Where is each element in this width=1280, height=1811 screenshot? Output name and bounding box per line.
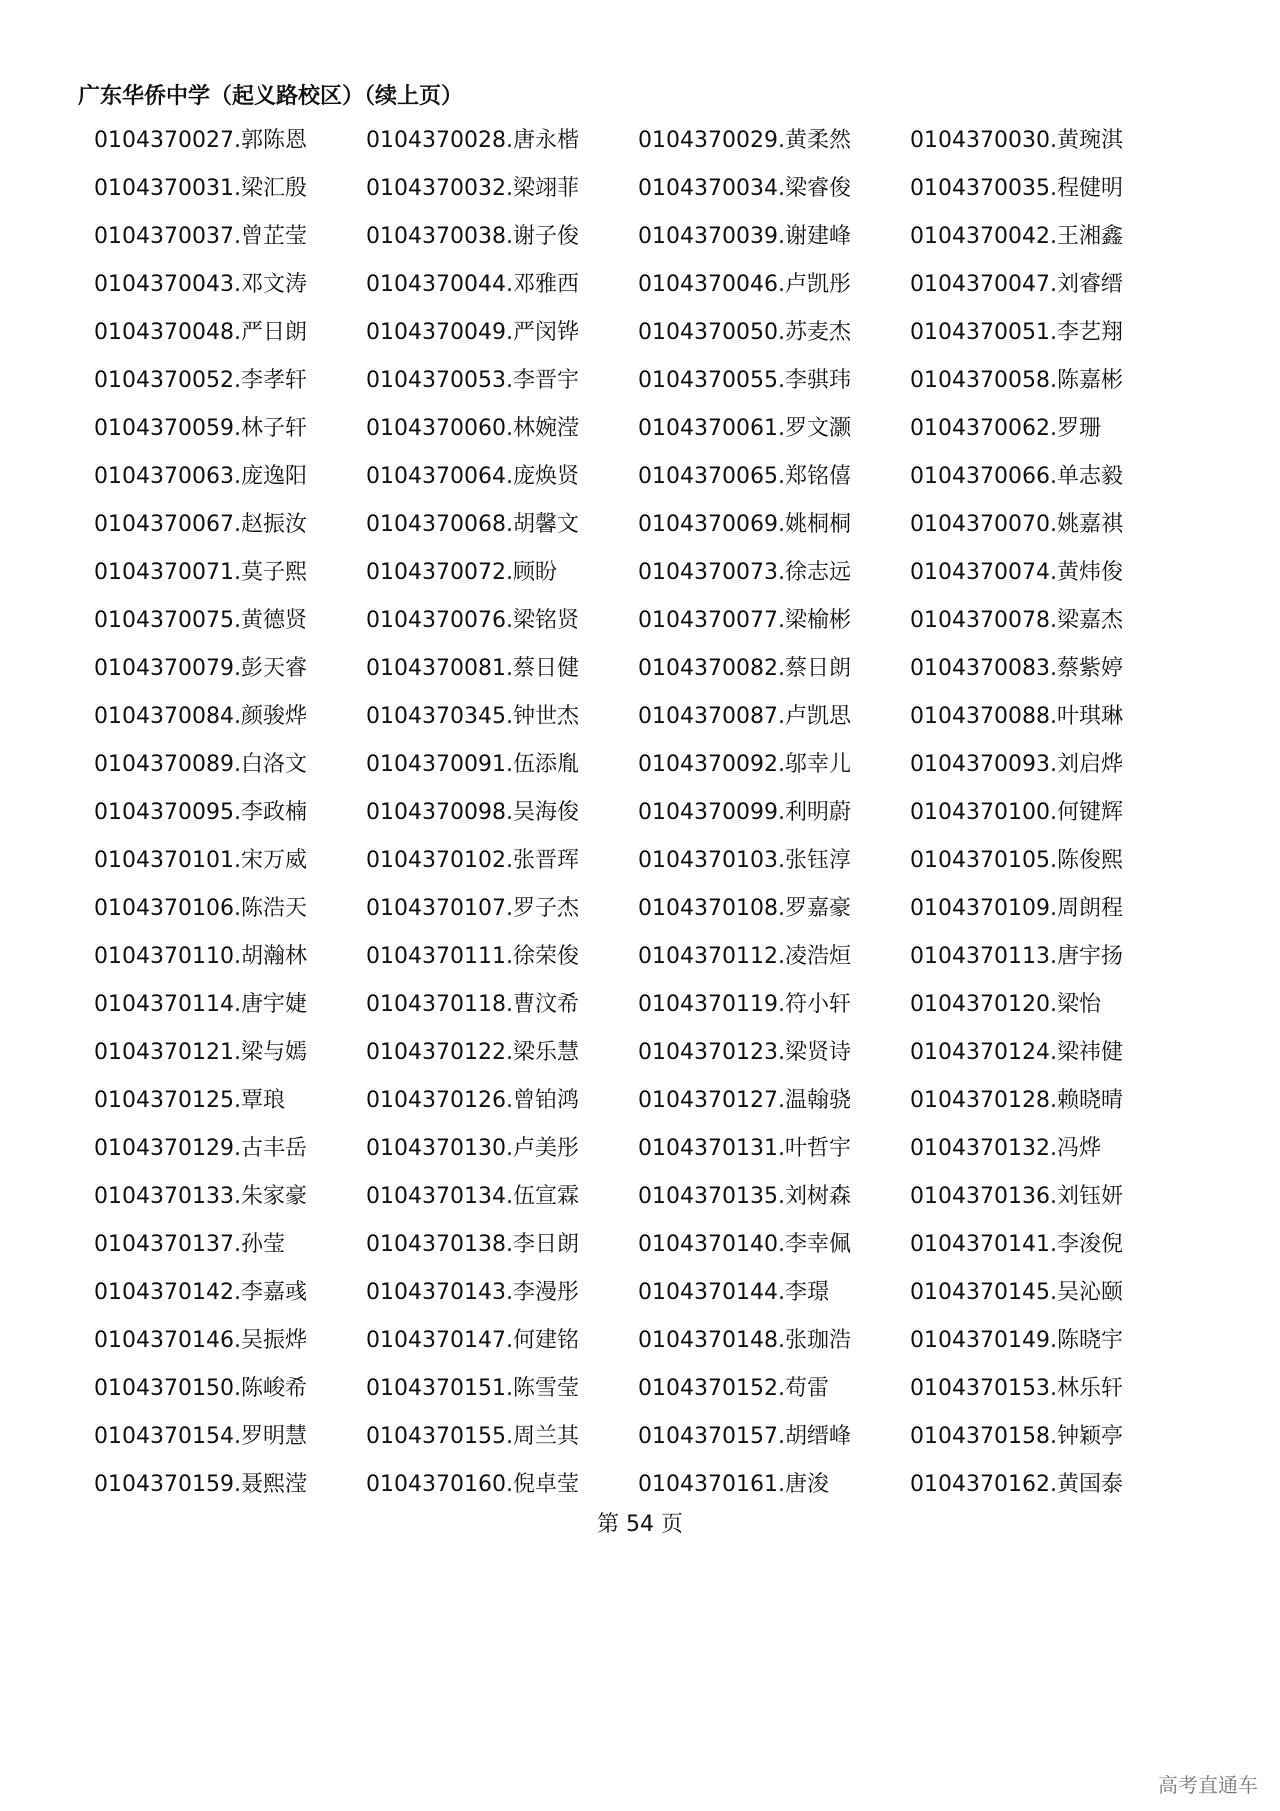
list-item: 0104370063.庞逸阳 [94, 464, 307, 489]
page-title: 广东华侨中学（起义路校区）（续上页） [78, 84, 464, 109]
list-item: 0104370142.李嘉彧 [94, 1280, 307, 1305]
list-item: 0104370071.莫子熙 [94, 560, 307, 585]
list-item: 0104370125.覃琅 [94, 1088, 285, 1113]
list-item: 0104370126.曾铂鸿 [366, 1088, 579, 1113]
list-item: 0104370136.刘钰妍 [910, 1184, 1123, 1209]
list-item: 0104370037.曾芷莹 [94, 224, 307, 249]
list-item: 0104370154.罗明慧 [94, 1424, 307, 1449]
list-item: 0104370133.朱家豪 [94, 1184, 307, 1209]
list-item: 0104370032.梁翊菲 [366, 176, 579, 201]
list-item: 0104370130.卢美彤 [366, 1136, 579, 1161]
list-item: 0104370044.邓雅西 [366, 272, 579, 297]
list-item: 0104370155.周兰其 [366, 1424, 579, 1449]
list-item: 0104370075.黄德贤 [94, 608, 307, 633]
list-item: 0104370132.冯烨 [910, 1136, 1101, 1161]
watermark-text: 高考直通车 [1158, 1773, 1258, 1797]
list-item: 0104370150.陈峻希 [94, 1376, 307, 1401]
list-item: 0104370118.曹汶希 [366, 992, 579, 1017]
list-item: 0104370102.张晋珲 [366, 848, 579, 873]
list-item: 0104370153.林乐轩 [910, 1376, 1123, 1401]
list-item: 0104370076.梁铭贤 [366, 608, 579, 633]
list-item: 0104370055.李骐玮 [638, 368, 851, 393]
list-item: 0104370082.蔡日朗 [638, 656, 851, 681]
list-item: 0104370138.李日朗 [366, 1232, 579, 1257]
list-item: 0104370113.唐宇扬 [910, 944, 1123, 969]
list-item: 0104370345.钟世杰 [366, 704, 579, 729]
list-item: 0104370161.唐浚 [638, 1472, 829, 1497]
list-item: 0104370127.温翰骁 [638, 1088, 851, 1113]
list-item: 0104370065.郑铭僖 [638, 464, 851, 489]
list-item: 0104370109.周朗程 [910, 896, 1123, 921]
list-item: 0104370123.梁贤诗 [638, 1040, 851, 1065]
list-item: 0104370112.凌浩烜 [638, 944, 851, 969]
list-item: 0104370043.邓文涛 [94, 272, 307, 297]
list-item: 0104370039.谢建峰 [638, 224, 851, 249]
list-item: 0104370034.梁睿俊 [638, 176, 851, 201]
list-item: 0104370028.唐永楷 [366, 128, 579, 153]
list-item: 0104370077.梁榆彬 [638, 608, 851, 633]
list-item: 0104370128.赖晓晴 [910, 1088, 1123, 1113]
list-item: 0104370140.李幸佩 [638, 1232, 851, 1257]
list-item: 0104370050.苏麦杰 [638, 320, 851, 345]
list-item: 0104370145.吴沁颐 [910, 1280, 1123, 1305]
list-item: 0104370157.胡缙峰 [638, 1424, 851, 1449]
list-item: 0104370107.罗子杰 [366, 896, 579, 921]
list-item: 0104370141.李浚倪 [910, 1232, 1123, 1257]
list-item: 0104370067.赵振汝 [94, 512, 307, 537]
list-item: 0104370064.庞焕贤 [366, 464, 579, 489]
list-item: 0104370047.刘睿缙 [910, 272, 1123, 297]
list-item: 0104370095.李政楠 [94, 800, 307, 825]
list-item: 0104370087.卢凯思 [638, 704, 851, 729]
list-item: 0104370066.单志毅 [910, 464, 1123, 489]
list-item: 0104370098.吴海俊 [366, 800, 579, 825]
list-item: 0104370151.陈雪莹 [366, 1376, 579, 1401]
list-item: 0104370070.姚嘉祺 [910, 512, 1123, 537]
list-item: 0104370035.程健明 [910, 176, 1123, 201]
list-item: 0104370129.古丰岳 [94, 1136, 307, 1161]
list-item: 0104370121.梁与嫣 [94, 1040, 307, 1065]
list-item: 0104370119.符小轩 [638, 992, 851, 1017]
list-item: 0104370068.胡馨文 [366, 512, 579, 537]
list-item: 0104370092.邬幸儿 [638, 752, 851, 777]
list-item: 0104370099.利明蔚 [638, 800, 851, 825]
list-item: 0104370062.罗珊 [910, 416, 1101, 441]
list-item: 0104370079.彭天睿 [94, 656, 307, 681]
list-item: 0104370089.白洛文 [94, 752, 307, 777]
list-item: 0104370114.唐宇婕 [94, 992, 307, 1017]
list-item: 0104370093.刘启烨 [910, 752, 1123, 777]
list-item: 0104370135.刘树森 [638, 1184, 851, 1209]
list-item: 0104370042.王湘鑫 [910, 224, 1123, 249]
list-item: 0104370059.林子轩 [94, 416, 307, 441]
list-item: 0104370162.黄国泰 [910, 1472, 1123, 1497]
list-item: 0104370122.梁乐慧 [366, 1040, 579, 1065]
list-item: 0104370110.胡瀚林 [94, 944, 307, 969]
list-item: 0104370134.伍宣霖 [366, 1184, 579, 1209]
list-item: 0104370038.谢子俊 [366, 224, 579, 249]
list-item: 0104370120.梁怡 [910, 992, 1101, 1017]
list-item: 0104370072.顾盼 [366, 560, 557, 585]
list-item: 0104370083.蔡紫婷 [910, 656, 1123, 681]
list-item: 0104370030.黄琬淇 [910, 128, 1123, 153]
list-item: 0104370149.陈晓宇 [910, 1328, 1123, 1353]
list-item: 0104370029.黄柔然 [638, 128, 851, 153]
list-item: 0104370124.梁祎健 [910, 1040, 1123, 1065]
list-item: 0104370111.徐荣俊 [366, 944, 579, 969]
list-item: 0104370084.颜骏烨 [94, 704, 307, 729]
list-item: 0104370103.张钰淳 [638, 848, 851, 873]
list-item: 0104370058.陈嘉彬 [910, 368, 1123, 393]
list-item: 0104370158.钟颖亭 [910, 1424, 1123, 1449]
list-item: 0104370148.张珈浩 [638, 1328, 851, 1353]
student-list [94, 124, 1184, 1516]
list-item: 0104370159.聂熙滢 [94, 1472, 307, 1497]
list-item: 0104370088.叶琪琳 [910, 704, 1123, 729]
list-item: 0104370146.吴振烨 [94, 1328, 307, 1353]
list-item: 0104370101.宋万威 [94, 848, 307, 873]
list-item: 0104370137.孙莹 [94, 1232, 285, 1257]
list-item: 0104370105.陈俊熙 [910, 848, 1123, 873]
list-item: 0104370073.徐志远 [638, 560, 851, 585]
list-item: 0104370160.倪卓莹 [366, 1472, 579, 1497]
page-number: 第 54 页 [597, 1512, 683, 1537]
list-item: 0104370031.梁汇殷 [94, 176, 307, 201]
list-item: 0104370108.罗嘉豪 [638, 896, 851, 921]
list-item: 0104370074.黄炜俊 [910, 560, 1123, 585]
list-item: 0104370048.严日朗 [94, 320, 307, 345]
list-item: 0104370131.叶哲宇 [638, 1136, 851, 1161]
list-item: 0104370060.林婉滢 [366, 416, 579, 441]
list-item: 0104370053.李晋宇 [366, 368, 579, 393]
list-item: 0104370144.李璟 [638, 1280, 829, 1305]
list-item: 0104370152.苟雷 [638, 1376, 829, 1401]
list-item: 0104370049.严闵铧 [366, 320, 579, 345]
list-item: 0104370091.伍添胤 [366, 752, 579, 777]
list-item: 0104370051.李艺翔 [910, 320, 1123, 345]
list-item: 0104370081.蔡日健 [366, 656, 579, 681]
list-item: 0104370069.姚桐桐 [638, 512, 851, 537]
list-item: 0104370147.何建铭 [366, 1328, 579, 1353]
list-item: 0104370046.卢凯彤 [638, 272, 851, 297]
list-item: 0104370052.李孝轩 [94, 368, 307, 393]
list-item: 0104370106.陈浩天 [94, 896, 307, 921]
list-item: 0104370100.何键辉 [910, 800, 1123, 825]
list-item: 0104370061.罗文灏 [638, 416, 851, 441]
list-item: 0104370078.梁嘉杰 [910, 608, 1123, 633]
list-item: 0104370143.李漫彤 [366, 1280, 579, 1305]
list-item: 0104370027.郭陈恩 [94, 128, 307, 153]
